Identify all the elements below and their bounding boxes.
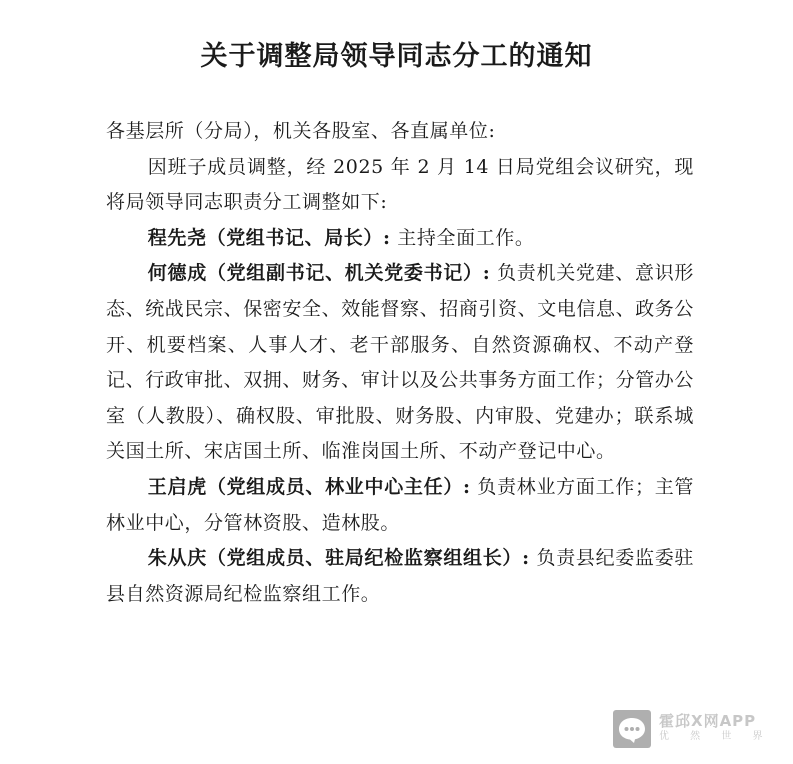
leader-name-title: 何德成（党组副书记、机关党委书记）:: [147, 262, 491, 285]
assignment-paragraph: [106, 470, 694, 541]
leader-name-title: 朱从庆（党组成员、驻局纪检监察组组长）:: [147, 547, 530, 570]
app-watermark: [613, 708, 779, 750]
watermark-text: [659, 713, 772, 745]
document-title: 关于调整局领导同志分工的通知: [200, 41, 593, 72]
document-body: [106, 114, 694, 612]
leader-duties: 负责县纪委监委驻县自然资源局纪检监察组工作。: [106, 547, 695, 605]
watermark-slogan: 优 然 世 界: [659, 731, 772, 742]
assignment-paragraph: [106, 256, 694, 470]
leader-name-title: 程先尧（党组书记、局长）:: [147, 226, 391, 249]
salutation: 各基层所（分局），机关各股室、各直属单位:: [106, 120, 496, 142]
leader-duties: 负责林业方面工作；主管林业中心，分管林资股、造林股。: [106, 475, 694, 534]
intro-paragraph: 因班子成员调整，经 2025 年 2 月 14 日局党组会议研究，现将局领导同志职责分工调整如下:: [106, 155, 694, 214]
chat-bubble-icon: [613, 710, 651, 748]
leader-name-title: 王启虎（党组成员、林业中心主任）:: [147, 475, 471, 498]
watermark-app-name: 霍邱X网APP: [659, 712, 757, 730]
assignment-paragraph: [106, 541, 694, 612]
assignment-paragraph: [106, 221, 694, 257]
leader-duties: 负责机关党建、意识形态、统战民宗、保密安全、效能督察、招商引资、文电信息、政务公开、机要档案、人事人才、老干部服务、自然资源确权、不动产登记、行政审批、双拥、财务、审计以及公共事务方面工作；分管办公室（人教股）、确权股、审批股、财务股、内审股、党建办；联系城关国土所、宋店国土所、临淮岗国土所、不动产登记中心。: [106, 262, 695, 463]
leader-duties: 主持全面工作。: [390, 226, 535, 249]
